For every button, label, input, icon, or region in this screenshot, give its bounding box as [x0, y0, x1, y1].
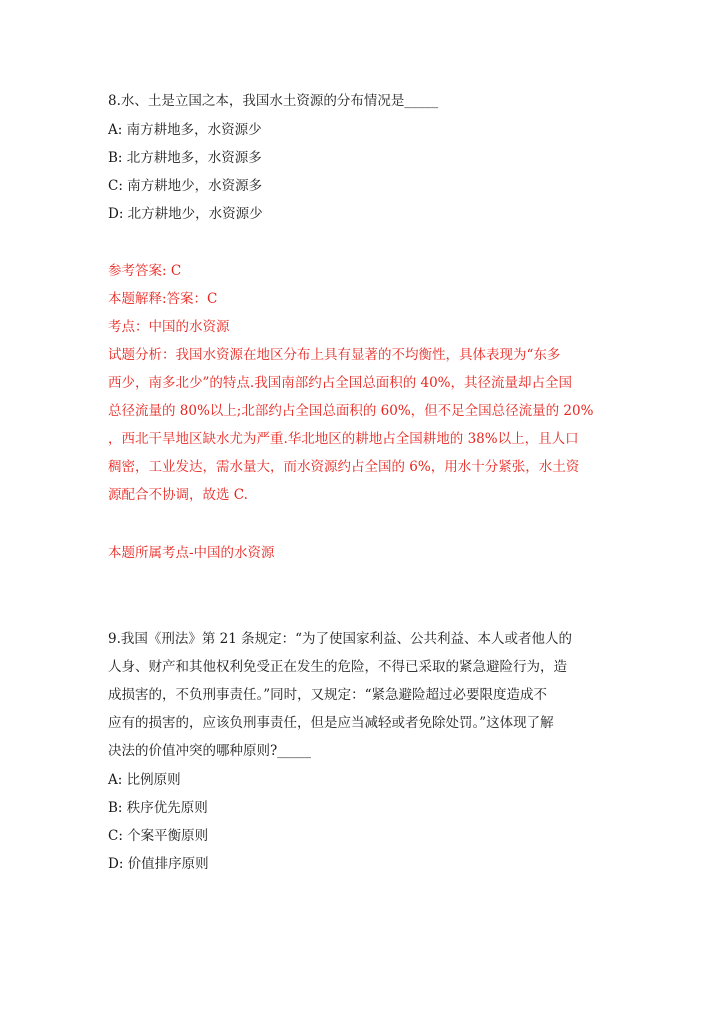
q8-option-d: D: 北方耕地少，水资源少: [108, 206, 263, 222]
q9-option-d: D: 价值排序原则: [108, 856, 209, 872]
q8-analysis-line: 试题分析：我国水资源在地区分布上具有显著的不均衡性，具体表现为“东多: [108, 347, 561, 363]
q8-analysis-line: 西少，南多北少”的特点.我国南部约占全国总面积的 40%，其径流量却占全国: [108, 375, 572, 391]
q8-reference-answer: 参考答案: C: [108, 263, 182, 279]
q9-option-a: A: 比例原则: [108, 772, 181, 788]
q9-question-line: 成损害的，不负刑事责任。”同时，又规定：“紧急避险超过必要限度造成不: [108, 687, 548, 703]
q8-analysis-line: 源配合不协调，故选 C.: [108, 487, 248, 503]
q8-explanation-answer: 本题解释:答案：C: [108, 291, 218, 307]
q8-analysis-line: ，西北干旱地区缺水尤为严重.华北地区的耕地占全国耕地的 38%以上，且人口: [108, 431, 579, 447]
q9-question: [108, 625, 608, 765]
q8-option-a: A: 南方耕地多，水资源少: [108, 122, 262, 138]
q9-question-line: 应有的损害的，应该负刑事责任，但是应当减轻或者免除处罚。”这体现了解: [108, 715, 554, 731]
q8-analysis-line: 稠密，工业发达，需水量大，而水资源约占全国的 6%，用水十分紧张，水土资: [108, 459, 580, 475]
q8-option-b: B: 北方耕地多，水资源多: [108, 150, 262, 166]
q9-option-b: B: 秩序优先原则: [108, 800, 208, 816]
q9-option-c: C: 个案平衡原则: [108, 828, 209, 844]
q8-analysis: [108, 341, 608, 509]
q8-analysis-line: 总径流量的 80%以上;北部约占全国总面积的 60%，但不足全国总径流量的 20%: [108, 403, 594, 419]
q8-topic: 本题所属考点-中国的水资源: [108, 545, 275, 561]
q8-point: 考点：中国的水资源: [108, 319, 230, 335]
q9-question-line: 决法的价值冲突的哪种原则?_____: [108, 743, 311, 759]
q9-question-line: 9.我国《刑法》第 21 条规定：“为了使国家利益、公共利益、本人或者他人的: [108, 631, 573, 647]
q8-question: 8.水、土是立国之本，我国水土资源的分布情况是_____: [108, 93, 439, 109]
q9-question-line: 人身、财产和其他权利免受正在发生的危险，不得已采取的紧急避险行为，造: [108, 659, 567, 675]
q8-option-c: C: 南方耕地少，水资源多: [108, 178, 263, 194]
